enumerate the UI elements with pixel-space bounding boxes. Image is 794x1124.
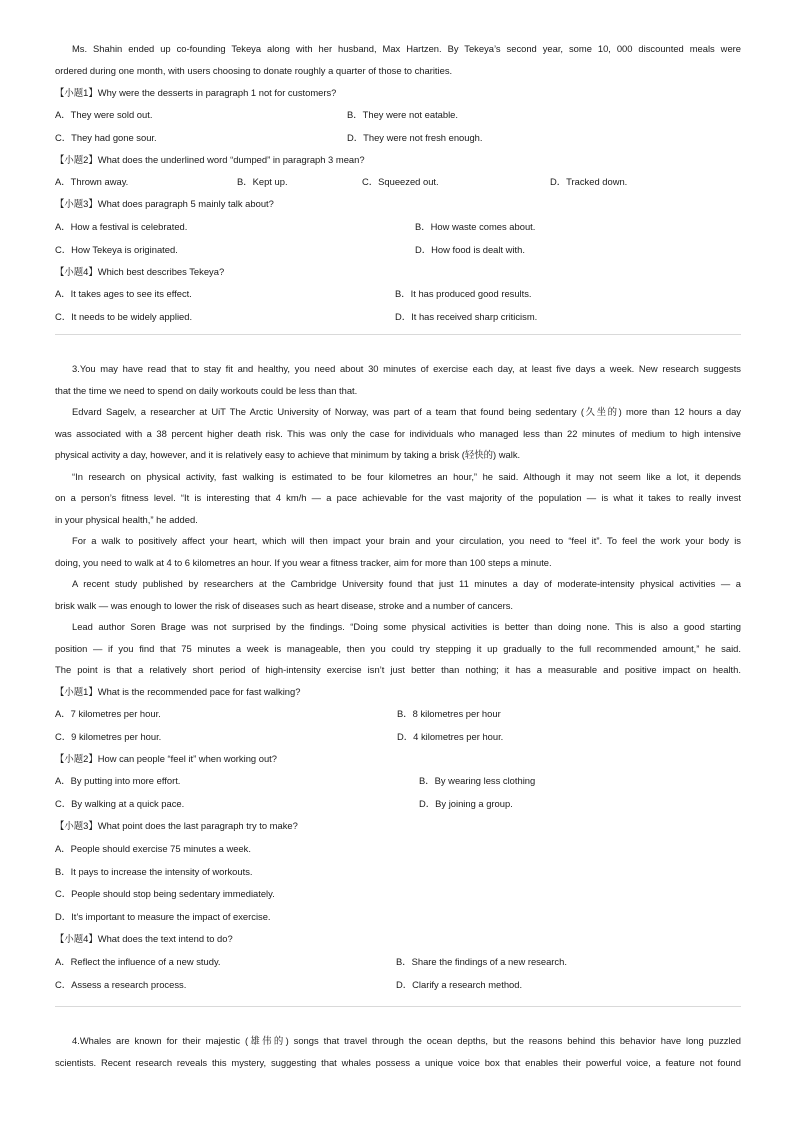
option-a[interactable]: A．People should exercise 75 minutes a week. <box>55 843 251 854</box>
option-c[interactable]: C．By walking at a quick pace. <box>55 798 185 809</box>
option-d[interactable]: D．Clarify a research method. <box>396 979 523 990</box>
option-c[interactable]: C．9 kilometres per hour. <box>55 731 162 742</box>
option-b[interactable]: B．How waste comes about. <box>415 221 536 232</box>
passage3-line: position — if you find that 75 minutes a week is manageable, then you could try stepping it up gradually to the full recommended amount,” he said. <box>55 643 741 654</box>
passage4-line: 4.Whales are known for their majestic (雄伟的) songs that travel through the ocean depths, but the reasons behind this behavior have long puzzled <box>72 1035 741 1046</box>
option-c[interactable]: C．How Tekeya is originated. <box>55 244 178 255</box>
passage3-line: physical activity a day, however, and it is relatively easy to achieve that minimum by taking a brisk (轻快的) walk. <box>55 449 521 460</box>
question-stem: 【小题2】What does the underlined word “dumped” in paragraph 3 mean? <box>55 154 365 165</box>
option-a[interactable]: A．Thrown away. <box>55 176 129 187</box>
question-stem: 【小题1】Why were the desserts in paragraph 1 not for customers? <box>55 87 337 98</box>
option-d[interactable]: D．By joining a group. <box>419 798 513 809</box>
passage2-paragraph-line: ordered during one month, with users choosing to donate roughly a quarter of those to charities. <box>55 65 453 76</box>
passage3-line: in your physical health,” he added. <box>55 514 198 525</box>
option-d[interactable]: D．It has received sharp criticism. <box>395 311 538 322</box>
passage3-line: that the time we need to spend on daily workouts could be less than that. <box>55 385 358 396</box>
option-d[interactable]: D．Tracked down. <box>550 176 628 187</box>
option-a[interactable]: A．How a festival is celebrated. <box>55 221 188 232</box>
option-b[interactable]: B．Share the findings of a new research. <box>396 956 567 967</box>
option-c[interactable]: C．People should stop being sedentary immediately. <box>55 888 275 899</box>
option-a[interactable]: A．7 kilometres per hour. <box>55 708 161 719</box>
option-a[interactable]: A．It takes ages to see its effect. <box>55 288 192 299</box>
passage2-paragraph-line: Ms. Shahin ended up co-founding Tekeya along with her husband, Max Hartzen. By Tekeya’s second year, some 10, 000 discounted meals were <box>72 43 741 54</box>
question-stem: 【小题1】What is the recommended pace for fast walking? <box>55 686 301 697</box>
passage3-line: 3.You may have read that to stay fit and healthy, you need about 30 minutes of exercise each day, at least five days a week. New research suggests <box>72 363 741 374</box>
option-b[interactable]: B．Kept up. <box>237 176 288 187</box>
passage3-line: A recent study published by researchers at the Cambridge University found that just 11 minutes a day of moderate-intensity physical activities — a <box>72 578 741 589</box>
option-b[interactable]: B．It pays to increase the intensity of workouts. <box>55 866 253 877</box>
passage3-line: The point is that a relatively short period of high-intensity exercise isn’t just better than nothing; it has a measurable and positive impact on health. <box>55 664 741 675</box>
option-b[interactable]: B．They were not eatable. <box>347 109 458 120</box>
question-stem: 【小题2】How can people “feel it” when working out? <box>55 753 277 764</box>
passage3-line: doing, you need to walk at 4 to 6 kilometres an hour. If you wear a fitness tracker, aim for more than 100 steps a minute. <box>55 557 552 568</box>
question-stem: 【小题3】What point does the last paragraph try to make? <box>55 820 298 831</box>
option-d[interactable]: D．4 kilometres per hour. <box>397 731 504 742</box>
passage3-line: brisk walk — was enough to lower the risk of diseases such as heart disease, stroke and a number of cancers. <box>55 600 514 611</box>
option-d[interactable]: D．How food is dealt with. <box>415 244 525 255</box>
question-stem: 【小题4】What does the text intend to do? <box>55 933 233 944</box>
section-divider <box>55 1006 741 1007</box>
option-c[interactable]: C．Assess a research process. <box>55 979 187 990</box>
passage3-line: Lead author Soren Brage was not surprised by the findings. “Doing some physical activities is better than doing none. This is also a good starting <box>72 621 741 632</box>
passage4-line: scientists. Recent research reveals this mystery, suggesting that whales possess a unique voice box that enables their powerful voice, a feature not found <box>55 1057 741 1068</box>
option-d[interactable]: D．They were not fresh enough. <box>347 132 483 143</box>
option-b[interactable]: B．It has produced good results. <box>395 288 532 299</box>
option-a[interactable]: A．Reflect the influence of a new study. <box>55 956 221 967</box>
option-d[interactable]: D．It’s important to measure the impact of exercise. <box>55 911 271 922</box>
passage3-line: For a walk to positively affect your heart, which will then impact your brain and your circulation, you need to “feel it”. To feel the work your body is <box>72 535 741 546</box>
option-c[interactable]: C．Squeezed out. <box>362 176 439 187</box>
option-a[interactable]: A．They were sold out. <box>55 109 153 120</box>
passage3-line: was associated with a 38 percent higher death risk. This was only the case for individuals who managed less than 22 minutes of medium to high intensive <box>55 428 741 439</box>
option-c[interactable]: C．They had gone sour. <box>55 132 157 143</box>
option-c[interactable]: C．It needs to be widely applied. <box>55 311 193 322</box>
option-a[interactable]: A．By putting into more effort. <box>55 775 181 786</box>
passage3-line: on a person’s fitness level. “It is interesting that 4 km/h — a pace achievable for the vast majority of the population — is what it takes to really invest <box>55 492 741 503</box>
question-stem: 【小题4】Which best describes Tekeya? <box>55 266 225 277</box>
passage3-line: Edvard Sagelv, a researcher at UiT The Arctic University of Norway, was part of a team that found being sedentary (久坐的) more than 12 hours a day <box>72 406 741 417</box>
question-stem: 【小题3】What does paragraph 5 mainly talk about? <box>55 198 274 209</box>
passage3-line: “In research on physical activity, fast walking is estimated to be four kilometres an hour,” he said. Although it may not seem like a lot, it depends <box>72 471 741 482</box>
option-b[interactable]: B．By wearing less clothing <box>419 775 536 786</box>
section-divider <box>55 334 741 335</box>
option-b[interactable]: B．8 kilometres per hour <box>397 708 501 719</box>
